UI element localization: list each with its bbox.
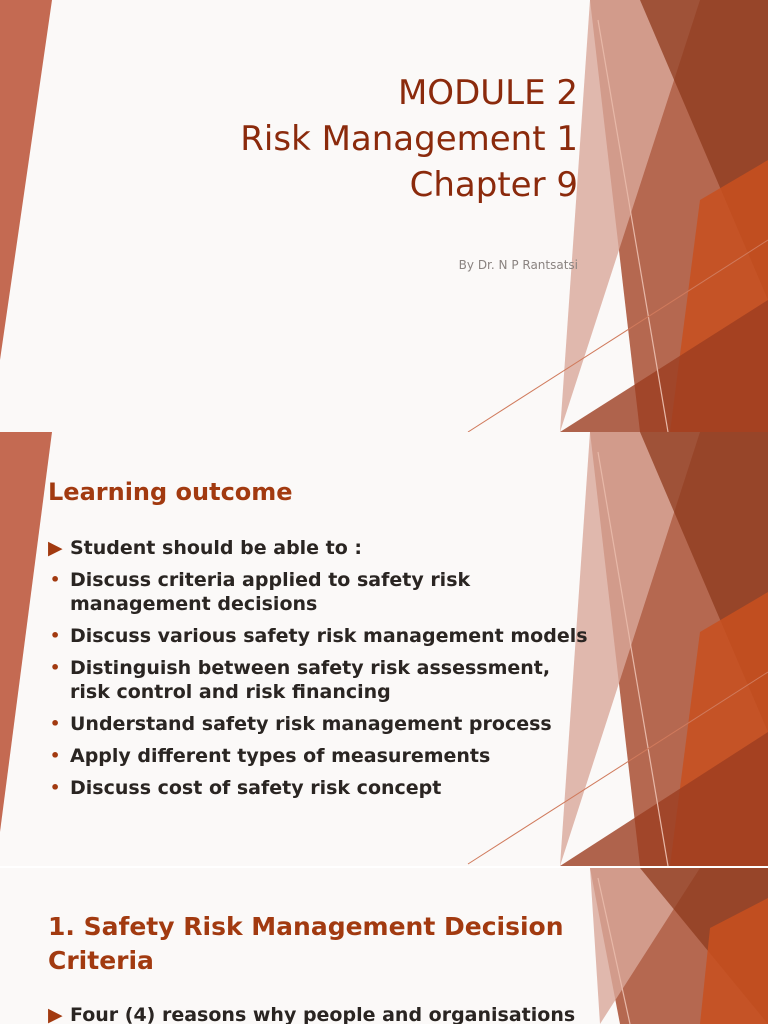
list-item [48, 568, 588, 616]
list-item-text: Discuss cost of safety risk concept [70, 777, 442, 799]
list-item [48, 1004, 575, 1024]
left-triangle-decoration [0, 0, 52, 360]
bullet-dot-icon: • [50, 626, 61, 645]
left-triangle-decoration [0, 432, 52, 832]
list-item-text: Apply different types of measurements [70, 745, 491, 767]
slide-title [240, 70, 578, 208]
slide-heading: 1. Safety Risk Management Decision Criteria [48, 912, 564, 975]
play-marker-icon: ▶ [48, 1004, 63, 1024]
list-item-text: Understand safety risk management process [70, 713, 552, 735]
bullet-dot-icon: • [50, 714, 61, 733]
learning-outcome-slide [0, 432, 768, 866]
title-line: Chapter 9 [409, 165, 578, 205]
outcome-list [48, 536, 588, 808]
list-item-text: Discuss various safety risk management models [70, 625, 588, 647]
decision-criteria-slide [0, 868, 768, 1024]
list-item [48, 744, 588, 768]
list-item-text: Four (4) reasons why people and organisations [70, 1004, 576, 1024]
play-marker-icon: ▶ [48, 537, 63, 559]
list-item-text: Student should be able to : [70, 537, 363, 559]
bullet-dot-icon: • [50, 570, 61, 589]
title-slide [0, 0, 768, 432]
list-item [48, 712, 588, 736]
bullet-dot-icon: • [50, 746, 61, 765]
list-item-text: Discuss criteria applied to safety risk management decisions [70, 569, 471, 615]
slide-heading: Learning outcome [48, 478, 293, 506]
list-item [48, 624, 588, 648]
list-item-text: Distinguish between safety risk assessment, risk control and risk financing [70, 657, 551, 703]
author-label: By Dr. N P Rantsatsi [458, 258, 578, 272]
bullet-dot-icon: • [50, 778, 61, 797]
list-item [48, 656, 588, 704]
list-item [48, 776, 588, 800]
slide-decoration [0, 0, 768, 432]
title-line: Risk Management 1 [240, 119, 578, 159]
bullet-dot-icon: • [50, 658, 61, 677]
title-line: MODULE 2 [397, 73, 578, 113]
list-item [48, 536, 588, 560]
